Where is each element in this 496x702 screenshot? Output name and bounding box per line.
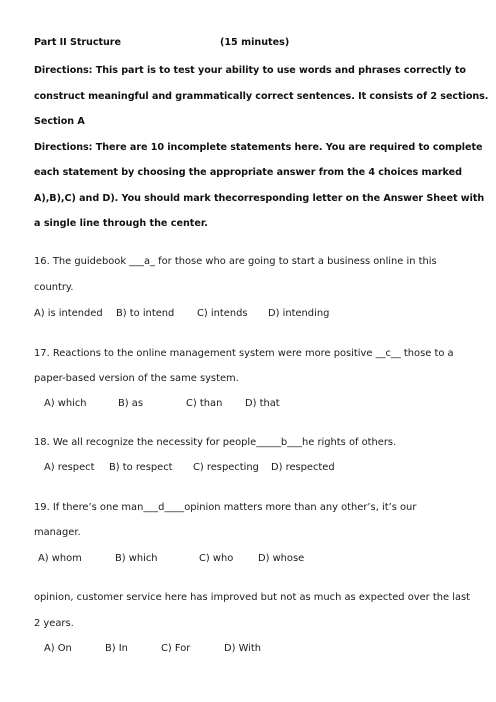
- section-directions-line-1: Directions: There are 10 incomplete statements here. You are required to complete: [34, 142, 483, 153]
- question-16-line-1: 16. The guidebook ___a_ for those who are going to start a business online in this: [34, 256, 437, 267]
- question-17-line-1: 17. Reactions to the online management system were more positive __c__ those to a: [34, 348, 454, 359]
- question-17-option-c[interactable]: C) than: [186, 398, 223, 409]
- question-20-option-a[interactable]: A) On: [44, 643, 72, 654]
- section-directions-line-4: a single line through the center.: [34, 218, 208, 229]
- question-19-option-c[interactable]: C) who: [199, 553, 234, 564]
- question-18-option-d[interactable]: D) respected: [271, 462, 335, 473]
- part-title: Part II Structure: [34, 37, 121, 48]
- question-18-option-b[interactable]: B) to respect: [109, 462, 173, 473]
- part-time: (15 minutes): [220, 37, 290, 48]
- section-title: Section A: [34, 116, 85, 127]
- question-19-option-b[interactable]: B) which: [115, 553, 158, 564]
- question-17-option-a[interactable]: A) which: [44, 398, 87, 409]
- question-20-option-d[interactable]: D) With: [224, 643, 262, 654]
- question-17-option-b[interactable]: B) as: [118, 398, 143, 409]
- question-20-option-c[interactable]: C) For: [161, 643, 191, 654]
- question-17-line-2: paper-based version of the same system.: [34, 373, 239, 384]
- question-19-line-2: manager.: [34, 527, 81, 538]
- question-20-line-2: 2 years.: [34, 618, 74, 629]
- question-16-option-c[interactable]: C) intends: [197, 308, 248, 319]
- question-20-line-1: opinion, customer service here has improved but not as much as expected over the last: [34, 592, 471, 603]
- question-16-option-b[interactable]: B) to intend: [116, 308, 175, 319]
- question-18-option-c[interactable]: C) respecting: [193, 462, 259, 473]
- question-16-option-d[interactable]: D) intending: [268, 308, 330, 319]
- question-18-option-a[interactable]: A) respect: [44, 462, 95, 473]
- question-16-line-2: country.: [34, 282, 74, 293]
- question-20-option-b[interactable]: B) In: [105, 643, 128, 654]
- section-directions-line-3: A),B),C) and D). You should mark thecorresponding letter on the Answer Sheet with: [34, 193, 485, 204]
- question-19-line-1: 19. If there’s one man___d____opinion matters more than any other’s, it’s our: [34, 502, 417, 513]
- question-16-option-a[interactable]: A) is intended: [34, 308, 103, 319]
- section-directions-line-2: each statement by choosing the appropriate answer from the 4 choices marked: [34, 167, 462, 178]
- directions-line-2: construct meaningful and grammatically correct sentences. It consists of 2 sections.: [34, 91, 489, 102]
- question-19-option-d[interactable]: D) whose: [258, 553, 305, 564]
- question-18-line-1: 18. We all recognize the necessity for people_____b___he rights of others.: [34, 437, 397, 448]
- directions-line-1: Directions: This part is to test your ability to use words and phrases correctly to: [34, 65, 466, 76]
- question-19-option-a[interactable]: A) whom: [38, 553, 82, 564]
- question-17-option-d[interactable]: D) that: [245, 398, 280, 409]
